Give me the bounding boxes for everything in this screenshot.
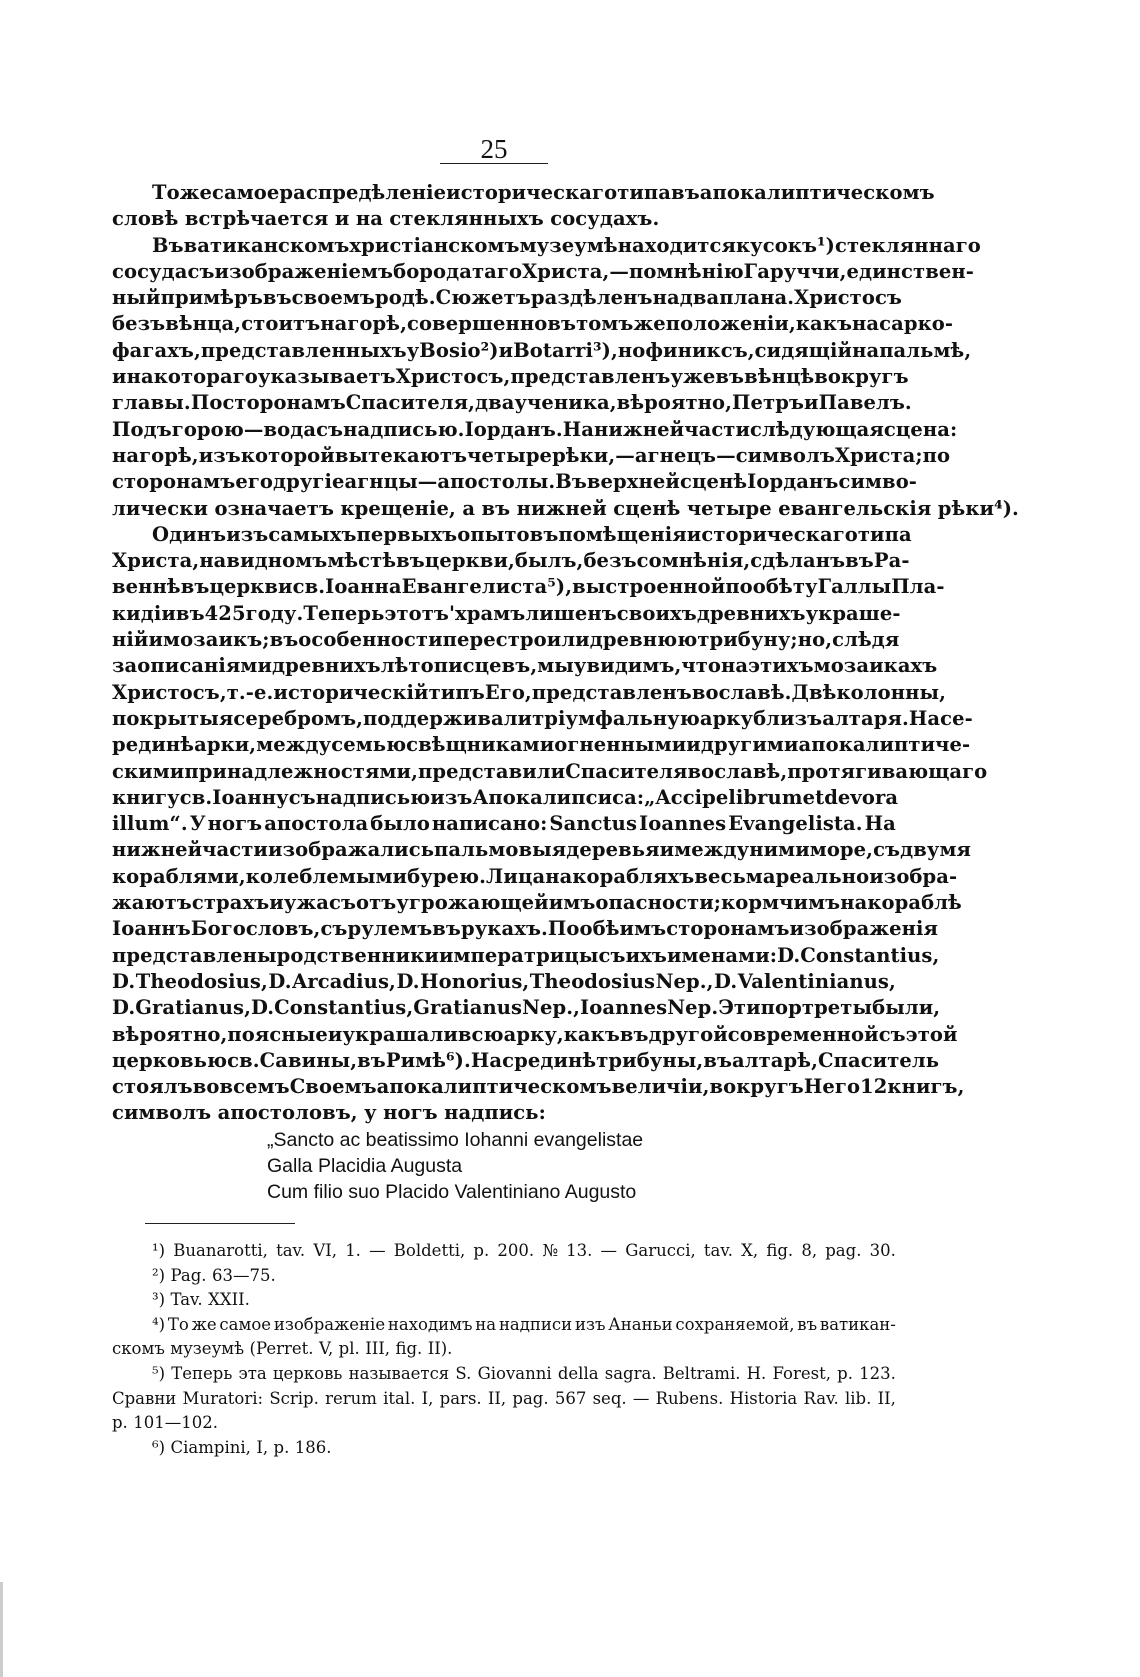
body-line: церковью св. Савины, въ Римѣ⁶). На срединѣ трибуны, въ алтарѣ, Спаситель xyxy=(112,1048,940,1072)
inscription-block xyxy=(112,1127,896,1206)
footnote-line: ³) Tav. XXII. xyxy=(152,1290,250,1310)
body-line: лически означаетъ крещеніе, а въ нижней сценѣ четыре евангельскія рѣки⁴). xyxy=(112,496,1019,520)
page-number: 25 xyxy=(480,134,508,164)
body-line: книгу св. Іоанну съ надписью изъ Апокалипсиса: „Accipe librum et devora xyxy=(112,785,899,809)
scan-edge-mark xyxy=(0,1582,3,1677)
body-line: кидіи въ 425 году. Теперь этотъ' храмъ лишенъ своихъ древнихъ украше- xyxy=(112,601,901,625)
body-line: нижней части изображались пальмовыя деревья и между ними море, съ двумя xyxy=(112,838,971,862)
body-line: сосуда съ изображеніемъ бородатаго Христа, — по мнѣнію Гаруччи, единствен- xyxy=(112,259,974,283)
footnotes xyxy=(112,1239,896,1460)
body-line: D. Gratianus, D. Constantius, Gratianus Nep., Ioannes Nep. Эти портреты были, xyxy=(112,996,941,1020)
body-line: Одинъ изъ самыхъ первыхъ опытовъ помѣщенія историческаго типа xyxy=(152,522,912,546)
body-line: Христа, на видномъ мѣстѣ въ церкви, былъ, безъ сомнѣнія, сдѣланъ въ Ра- xyxy=(112,549,910,573)
body-line: Въ ватиканскомъ христіанскомъ музеумѣ находится кусокъ¹) стекляннаго xyxy=(152,233,981,257)
body-line: жаютъ страхъ и ужасъ отъ угрожающей имъ опасности; кормчимъ на кораблѣ xyxy=(112,891,962,915)
footnote-line: p. 101—102. xyxy=(112,1413,218,1433)
body-line: illum“. У ногъ апостола было написано: Sanctus Ioannes Evangelista. На xyxy=(112,812,896,836)
body-line: безъ вѣнца, стоитъ на горѣ, совершенно въ томъ же положеніи, какъ на сарко- xyxy=(112,312,954,336)
body-line: То же самое распредѣленіе историческаго типа въ апокалиптическомъ xyxy=(152,181,935,204)
body-line: ній и мозаикъ; въ особенности перестроили древнюю трибуну; но, слѣдя xyxy=(112,628,900,652)
body-line: представлены родственники императрицы съ ихъ именами: D. Constantius, xyxy=(112,943,940,967)
footnote-separator xyxy=(145,1223,295,1224)
body-line: стоялъ во всемъ Своемъ апокалиптическомъ величіи, вокругъ Него 12 книгъ, xyxy=(112,1075,965,1099)
body-line: Христосъ, т.-е. историческій типъ Его, представленъ во славѣ. Двѣ колонны, xyxy=(112,680,946,704)
body-line: Подъ горою — вода съ надписью. Іорданъ. На нижней части слѣдующая сцена: xyxy=(112,417,958,441)
body-line: за описаніями древнихъ лѣтописцевъ, мы увидимъ, что на этихъ мозаикахъ xyxy=(112,654,938,678)
footnote-line: ⁴) То же самое изображеніе находимъ на надписи изъ Ананьи сохраняемой, въ ватикан- xyxy=(152,1314,896,1334)
inscription-line: Cum filio suo Placido Valentiniano Augusto xyxy=(267,1181,637,1204)
body-line: ный примѣръ въ своемъ родѣ. Сюжетъ раздѣленъ на два плана. Христосъ xyxy=(112,286,902,310)
body-lines xyxy=(112,180,1019,1127)
body-line: словѣ встрѣчается и на стеклянныхъ сосудахъ. xyxy=(112,207,660,231)
body-line: рединѣ арки, между семью свѣщниками огненными и другими апокалиптиче- xyxy=(112,733,971,757)
footnote-line: ²) Pag. 63—75. xyxy=(152,1265,276,1285)
footnote-line: ¹) Buanarotti, tav. VI, 1. — Boldetti, p. 200. № 13. — Garucci, tav. X, fig. 8, pag. 30. xyxy=(152,1241,896,1260)
footnote-line: ⁶) Ciampini, I, p. 186. xyxy=(152,1437,332,1457)
body-line: D. Theodosius, D. Arcadius, D. Honorius, Theodosius Nep., D. Valentinianus, xyxy=(112,969,896,993)
footnote-line: Сравни Muratori: Scrip. rerum ital. I, pars. II, pag. 567 seq. — Rubens. Historia Rav. lib. II, xyxy=(112,1388,896,1408)
body-line: главы. По сторонамъ Спасителя, два ученика, вѣроятно, Петръ и Павелъ. xyxy=(112,391,912,415)
body-line: символъ апостоловъ, у ногъ надпись: xyxy=(112,1101,546,1125)
body-line: сторонамъ его другіе агнцы — апостолы. Въ верхней сценѣ Іорданъ симво- xyxy=(112,470,917,494)
body-line: на горѣ, изъ которой вытекаютъ четыре рѣки, — агнецъ — символъ Христа; по xyxy=(112,443,951,467)
main-text xyxy=(112,180,1019,1206)
body-line: и на котораго указываетъ Христосъ, представленъ уже въ вѣнцѣ вокругъ xyxy=(112,365,909,389)
body-line: Іоаннъ Богословъ, съ рулемъ въ рукахъ. По обѣимъ сторонамъ изображенія xyxy=(112,917,939,941)
inscription-line: Galla Placidia Augusta xyxy=(267,1154,463,1177)
body-line: скими принадлежностями, представили Спасителя во славѣ, протягивающаго xyxy=(112,759,988,783)
footnote-line: скомъ музеумѣ (Perret. V, pl. III, fig. II). xyxy=(112,1339,453,1359)
body-line: вѣроятно, поясные и украшали всю арку, какъ въ другой современной съ этой xyxy=(112,1022,958,1046)
body-line: веннѣ въ церкви св. Іоанна Евангелиста⁵), выстроенной по обѣту Галлы Пла- xyxy=(112,575,945,599)
footnote-line: ⁵) Теперь эта церковь называется S. Giovanni della sagra. Beltrami. H. Forest, p. 123. xyxy=(152,1363,896,1383)
body-line: фагахъ, представленныхъ у Bosio²) и Botarri³), но финиксъ, сидящій на пальмѣ, xyxy=(112,338,972,362)
body-line: покрытыя серебромъ, поддерживали тріумфальную арку близъ алтаря. На се- xyxy=(112,706,973,730)
page-number-rule xyxy=(440,163,548,164)
inscription-line: „Sancto ac beatissimo Iohanni evangelistae xyxy=(267,1128,644,1151)
body-line: кораблями, колеблемыми бурею. Лица на корабляхъ весьма реально изобра- xyxy=(112,864,958,888)
